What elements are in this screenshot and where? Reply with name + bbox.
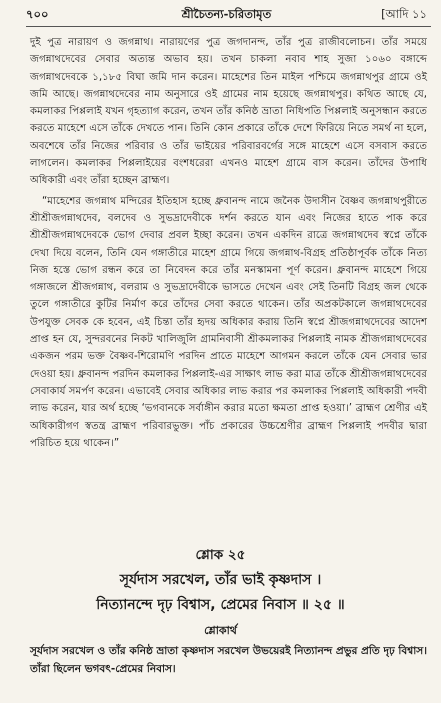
- translation-text: সূর্যদাস সরখেল ও তাঁর কনিষ্ঠ ভ্রাতা কৃষ্ণদাস সরখেল উভয়েরই নিত্যানন্দ প্রভুর প্রতি দৃঢ় বিশ্বাস। তাঁরা ছিলেন ভগবৎ-প্রেমের নিবাস।: [30, 645, 427, 675]
- header-rule: [26, 26, 431, 27]
- verse-line: নিত্যানন্দে দৃঢ় বিশ্বাস, প্রেমের নিবাস ॥ ২৫ ॥: [96, 597, 345, 613]
- translation-heading: শ্লোকার্থ: [204, 624, 237, 637]
- book-title: শ্রীচৈতন্য-চরিতামৃত: [181, 7, 272, 21]
- purport-paragraph: দুই পুত্র নারায়ণ ও জগন্নাথ। নারায়ণের পুত্র জগদানন্দ, তাঁর পুত্র রাজীবলোচন। তাঁর সময়ে জগন্নাথদেবের সেবার অত্যন্ত অভাব হয়। তখন চাকলা নবাব শাহ সুজা ১০৬০ বঙ্গাব্দে জগন্নাথদেবকে ১,১৮৫ বিঘা জমি দান করেন। মাহেশের তিন মাইল পশ্চিমে জগন্নাথপুর গ্রামে ওই জমি আছে। জগন্নাথদেবের নাম অনুসারে ওই গ্রামের নাম হয়েছে জগন্নাথপুর। কথিত আছে যে, কমলাকর পিপ্পলাই যখন গৃহত্যাগ করেন, তখন তাঁর কনিষ্ঠ ভ্রাতা নিধিপতি পিপ্পলাই অনুসন্ধান করতে করতে মাহেশে এসে তাঁকে দেখতে পান। তিনি কোন প্রকারে তাঁকে দেশে ফিরিয়ে নিতে সমর্থ না হলে, অবশেষে তাঁর নিজের পরিবার ও তাঁর ভাইয়ের পরিবারবর্গের সঙ্গে মাহেশে এসে বসবাস করতে লাগলেন। কমলাকর পিপ্পলাইয়ের বংশধরেরা এখনও মাহেশ গ্রামে বাস করেন। তাঁদের উপাধি অধিকারী এবং তাঁরা হচ্ছেন ব্রাহ্মণ।: [30, 37, 427, 187]
- chapter-reference: [আদি ১১: [381, 7, 427, 21]
- running-header: [26, 6, 427, 26]
- purport-text: [30, 34, 427, 452]
- page-number: ৭০০: [26, 7, 49, 21]
- verse-line: সূর্যদাস সরখেল, তাঁর ভাই কৃষ্ণদাস ।: [119, 572, 322, 588]
- verse-heading: শ্লোক ২৫: [195, 547, 246, 563]
- purport-paragraph: “মাহেশের জগন্নাথ মন্দিরের ইতিহাস হচ্ছে ধ্রুবানন্দ নামে জনৈক উদাসীন বৈষ্ণব জগন্নাথপুরীতে শ্রীশ্রীজগন্নাথদেব, বলদেব ও সুভদ্রাদেবীকে দর্শন করতে যান এবং নিজের হাতে পাক করে শ্রীশ্রীজগন্নাথদেবকে ভোগ দেবার প্রবল ইচ্ছা করেন। তখন একদিন রাত্রে জগন্নাথদেব স্বপ্নে তাঁকে দেখা দিয়ে বলেন, তিনি যেন গঙ্গাতীরে মাহেশ গ্রামে গিয়ে জগন্নাথ-বিগ্রহ প্রতিষ্ঠাপূর্বক তাঁকে নিত্য নিজ হস্তে ভোগ রন্ধন করে তা নিবেদন করে তাঁর মনস্কামনা পূর্ণ করেন। ধ্রুবানন্দ মাহেশে গিয়ে গঙ্গাজলে শ্রীজগন্নাথ, বলরাম ও সুভদ্রাদেবীকে ভাসতে দেখেন এবং সেই তিনটি বিগ্রহ জল থেকে তুলে গঙ্গাতীরে কুটির নির্মাণ করে তাঁদের সেবা করতে থাকেন। তাঁর অপ্রকটকালে জগন্নাথদেবের উপযুক্ত সেবক কে হবেন, এই চিন্তা তাঁর হৃদয় অধিকার করায় তিনি স্বপ্নে শ্রীজগন্নাথদেবের আদেশ প্রাপ্ত হন যে, সুন্দরবনের নিকট খালিজুলি গ্রামনিবাসী শ্রীকমলাকর পিপ্পলাই নামক শ্রীজগন্নাথদেবের একজন পরম ভক্ত বৈষ্ণব-শিরোমণি পরদিন প্রাতে মাহেশে আগমন করলে তাঁকে যেন সেবার ভার দেওয়া হয়। ধ্রুবানন্দ পরদিন কমলাকর পিপ্পলাই-এর সাক্ষাৎ লাভ করা মাত্র তাঁকে শ্রীশ্রীজগন্নাথদেবের সেবাকার্য সমর্পণ করেন। এভাবেই সেবার অধিকার লাভ করার পর কমলাকর পিপ্পলাই অধিকারী পদবী লাভ করেন, যার অর্থ হচ্ছে ‘ভগবানকে সর্বাঙ্গীন করার মতো ক্ষমতা প্রাপ্ত হওয়া।’ ব্রাহ্মণ শ্রেণীর এই অধিকারীগণ স্বতন্ত্র ব্রাহ্মণ পরিবারভুক্ত। পাঁচ প্রকারের উচ্চশ্রেণীর ব্রাহ্মণ পিপ্পলাই পদবীর দ্বারা পরিচিত হয়ে থাকেন।”: [30, 195, 427, 449]
